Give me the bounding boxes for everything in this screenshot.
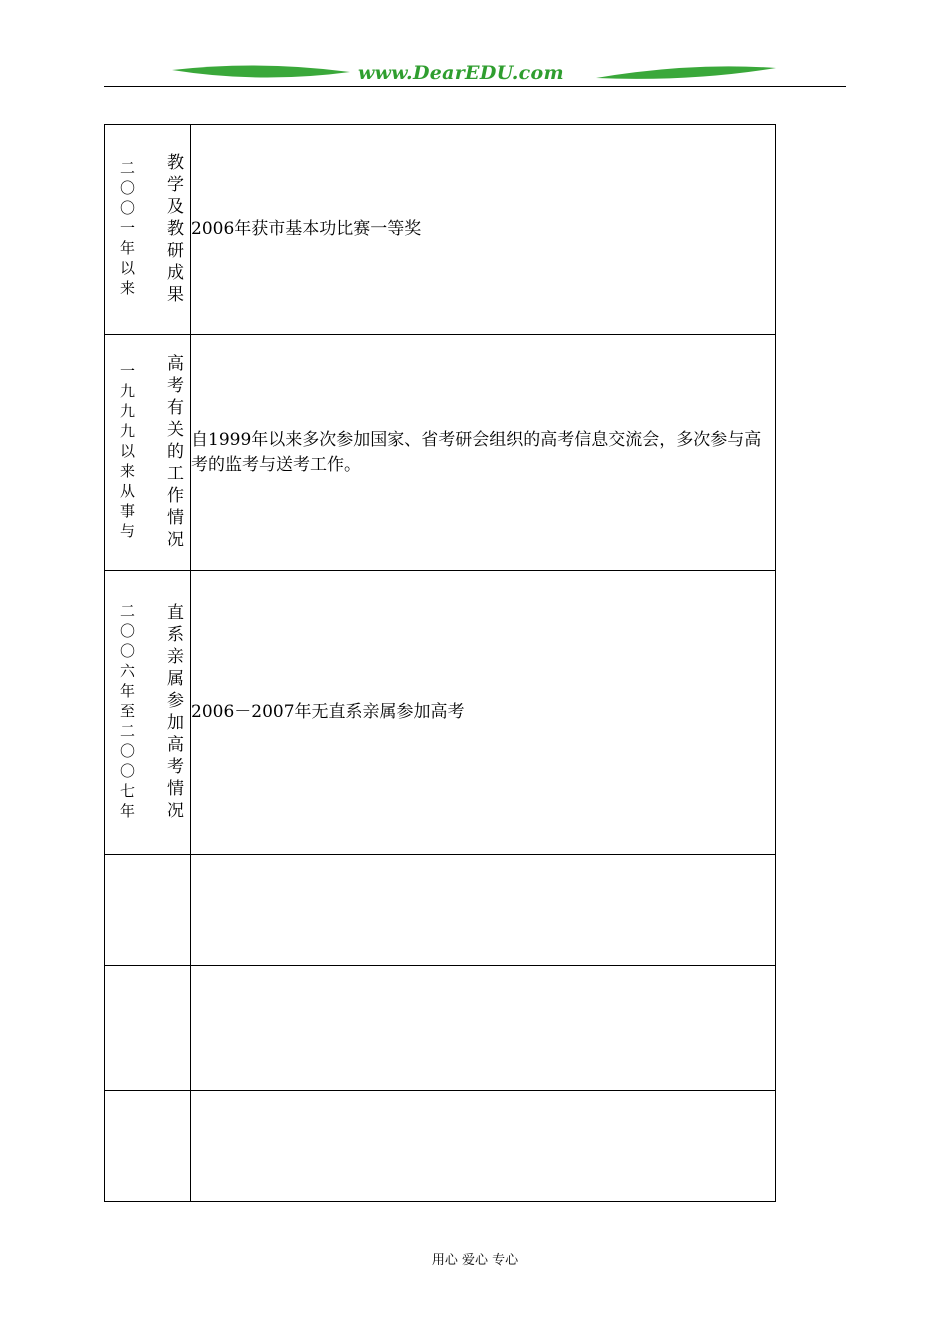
row-content (191, 1091, 776, 1202)
period-label: 二〇〇六年至二〇〇七年 (118, 602, 136, 823)
table-row (105, 855, 776, 966)
row-content: 2006年获市基本功比赛一等奖 (191, 125, 776, 335)
row-content: 自1999年以来多次参加国家、省考研会组织的高考信息交流会，多次参与高考的监考与送考工作。 (191, 335, 776, 571)
table-row (105, 335, 776, 571)
row-label (105, 1091, 191, 1202)
category-label: 高考有关的工作情况 (163, 353, 183, 552)
table-row (105, 966, 776, 1091)
period-label: 一九九九以来从事与 (118, 362, 136, 543)
page-header (0, 58, 950, 94)
row-content: 2006－2007年无直系亲属参加高考 (191, 571, 776, 855)
row-label (105, 855, 191, 966)
record-table (104, 124, 776, 1202)
row-content (191, 966, 776, 1091)
category-label: 教学及教研成果 (163, 152, 183, 307)
table-row (105, 571, 776, 855)
row-label (105, 335, 191, 571)
row-label (105, 571, 191, 855)
site-logo[interactable]: www.DearEDU.com (358, 62, 564, 84)
row-label (105, 966, 191, 1091)
row-label (105, 125, 191, 335)
header-divider (104, 86, 846, 87)
period-label: 二〇〇一年以来 (118, 159, 136, 300)
page-footer: 用心 爱心 专心 (431, 1253, 519, 1268)
table-row (105, 125, 776, 335)
table-row (105, 1091, 776, 1202)
row-content (191, 855, 776, 966)
category-label: 直系亲属参加高考情况 (163, 602, 183, 823)
